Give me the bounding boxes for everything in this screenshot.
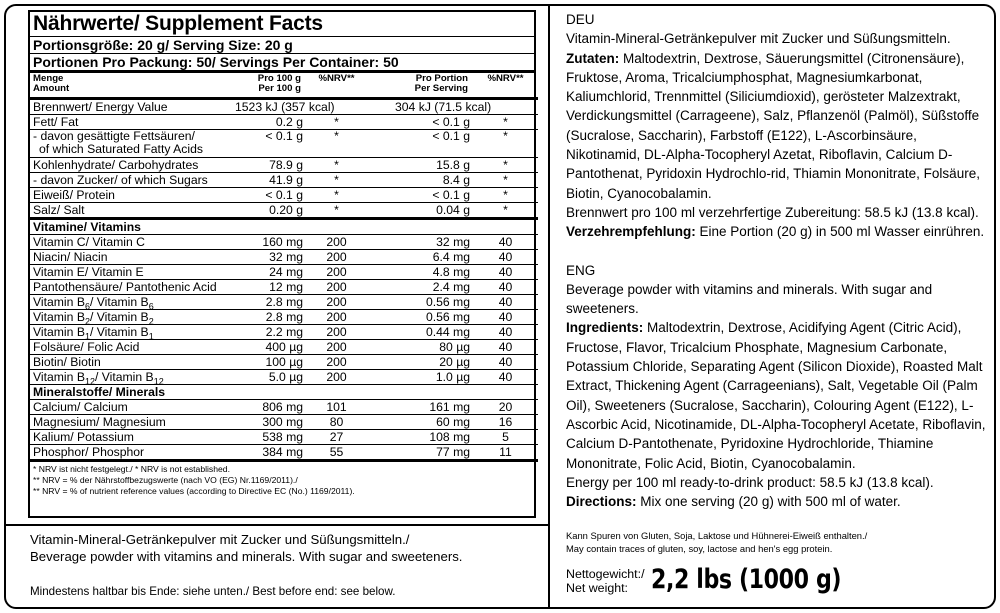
macro-row	[30, 158, 538, 173]
value-per-serving: 4.8 mg	[367, 265, 472, 280]
nrv-per-serving: *	[472, 188, 538, 203]
mineral-row	[30, 415, 538, 430]
servings-per-container: Portionen Pro Packung: 50/ Servings Per Container: 50	[30, 54, 534, 73]
value-per100: 78.9 g	[235, 158, 305, 173]
allergen-en: May contain traces of gluten, soy, lactose and hen's egg protein.	[566, 542, 833, 554]
value-per100: 384 mg	[235, 445, 305, 461]
eng-usage: Directions: Mix one serving (20 g) with 500 ml of water.	[566, 494, 901, 510]
nrv-per100: *	[305, 188, 367, 203]
eng-description: Beverage powder with vitamins and minerals. With sugar and sweeteners.	[566, 281, 933, 317]
value-per-serving: < 0.1 g	[367, 130, 472, 158]
value-per-serving: 0.56 mg	[367, 310, 472, 325]
table-header-row	[30, 73, 538, 99]
nutrient-label: Vitamin E/ Vitamin E	[30, 265, 235, 280]
nrv-per-serving: *	[472, 115, 538, 130]
energy-per-serving: 304 kJ (71.5 kcal)	[367, 99, 538, 115]
nrv-per-serving: 40	[472, 355, 538, 370]
nutrient-label: Vitamin $B_2/$ Vitamin $B_2$	[30, 310, 235, 325]
nutrient-label: Kohlenhydrate/ Carbohydrates	[30, 158, 235, 173]
nrv-per100: 200	[305, 265, 367, 280]
value-per100: 538 mg	[235, 430, 305, 445]
nrv-per100: 200	[305, 250, 367, 265]
header-nrv-2: %NRV**	[472, 73, 538, 99]
vitamin-row	[30, 325, 538, 340]
nrv-per100: 200	[305, 325, 367, 340]
nutrient-label: Folsäure/ Folic Acid	[30, 340, 235, 355]
nrv-per100: 200	[305, 370, 367, 385]
nutrient-label: Magnesium/ Magnesium	[30, 415, 235, 430]
serving-size: Portionsgröße: 20 g/ Serving Size: 20 g	[30, 37, 534, 54]
vitamin-row	[30, 280, 538, 295]
mineral-row	[30, 430, 538, 445]
energy-per100: 1523 kJ (357 kcal)	[235, 99, 367, 115]
nutrient-label: Fett/ Fat	[30, 115, 235, 130]
nrv-per-serving: 40	[472, 250, 538, 265]
macro-row	[30, 115, 538, 130]
nrv-per-serving: 40	[472, 280, 538, 295]
mineral-row	[30, 445, 538, 461]
header-nrv-1: %NRV**	[305, 73, 367, 99]
nrv-per100: 101	[305, 400, 367, 415]
value-per100: < 0.1 g	[235, 130, 305, 158]
footnote-3: ** NRV = % of nutrient reference values (according to Directive EC (No.) 1169/2011).	[33, 486, 355, 496]
nrv-per-serving: *	[472, 173, 538, 188]
nrv-per-serving: *	[472, 158, 538, 173]
product-description	[30, 531, 542, 565]
footnote-1: * NRV ist nicht festgelegt./ * NRV is not established.	[33, 464, 230, 474]
vitamins-section-header	[30, 219, 538, 235]
allergen-notice	[566, 530, 991, 555]
nrv-per100: 200	[305, 310, 367, 325]
vitamin-row	[30, 370, 538, 385]
value-per100: 5.0 µg	[235, 370, 305, 385]
nutrient-label: - davon Zucker/ of which Sugars	[30, 173, 235, 188]
ingredients-column	[566, 10, 991, 511]
value-per-serving: 1.0 µg	[367, 370, 472, 385]
nrv-per100: *	[305, 130, 367, 158]
net-weight-label: Nettogewicht:/ Net weight:	[566, 567, 645, 595]
value-per-serving: 161 mg	[367, 400, 472, 415]
nutrition-table	[30, 73, 538, 462]
header-per-serving: Pro Portion Per Serving	[367, 73, 472, 99]
facts-title: Nährwerte/ Supplement Facts	[30, 12, 534, 37]
value-per-serving: < 0.1 g	[367, 188, 472, 203]
vitamin-row	[30, 250, 538, 265]
energy-label: Brennwert/ Energy Value	[30, 99, 235, 115]
value-per100: 0.2 g	[235, 115, 305, 130]
best-before: Mindestens haltbar bis Ende: siehe unten./ Best before end: see below.	[30, 585, 396, 598]
minerals-body	[30, 400, 538, 461]
header-per100: Pro 100 g Per 100 g	[235, 73, 305, 99]
value-per100: 32 mg	[235, 250, 305, 265]
value-per100: 160 mg	[235, 235, 305, 250]
deu-lang-code: DEU	[566, 12, 595, 27]
allergen-de: Kann Spuren von Gluten, Soja, Laktose und Hühnerei-Eiweiß enthalten./	[566, 530, 868, 541]
value-per100: 400 µg	[235, 340, 305, 355]
nutrient-label: Vitamin C/ Vitamin C	[30, 235, 235, 250]
nutrient-label: Kalium/ Potassium	[30, 430, 235, 445]
nrv-per100: *	[305, 203, 367, 219]
vitamin-row	[30, 340, 538, 355]
nrv-per100: *	[305, 158, 367, 173]
nrv-per100: 200	[305, 340, 367, 355]
vitamin-row	[30, 295, 538, 310]
value-per100: 300 mg	[235, 415, 305, 430]
vitamin-row	[30, 355, 538, 370]
header-amount: Menge Amount	[30, 73, 235, 99]
nrv-per-serving: 20	[472, 400, 538, 415]
value-per-serving: 6.4 mg	[367, 250, 472, 265]
value-per100: 806 mg	[235, 400, 305, 415]
nrv-per100: 27	[305, 430, 367, 445]
value-per-serving: 108 mg	[367, 430, 472, 445]
nrv-per-serving: 16	[472, 415, 538, 430]
value-per-serving: 32 mg	[367, 235, 472, 250]
nrv-per-serving: 11	[472, 445, 538, 461]
nrv-per100: 55	[305, 445, 367, 461]
value-per100: 24 mg	[235, 265, 305, 280]
deu-usage: Verzehrempfehlung: Eine Portion (20 g) in 500 ml Wasser einrühren.	[566, 224, 985, 240]
macro-row	[30, 173, 538, 188]
value-per-serving: 15.8 g	[367, 158, 472, 173]
value-per100: < 0.1 g	[235, 188, 305, 203]
value-per-serving: 77 mg	[367, 445, 472, 461]
value-per100: 0.20 g	[235, 203, 305, 219]
vertical-divider	[548, 4, 550, 609]
nrv-per-serving: *	[472, 130, 538, 158]
nutrient-label: - davon gesättigte Fettsäuren/ of which Saturated Fatty Acids	[30, 130, 235, 158]
value-per100: 41.9 g	[235, 173, 305, 188]
minerals-header: Mineralstoffe/ Minerals	[30, 385, 538, 400]
value-per-serving: 0.04 g	[367, 203, 472, 219]
nutrient-label: Vitamin $B_{12}/$ Vitamin $B_{12}$	[30, 370, 235, 385]
macros-body	[30, 115, 538, 219]
eng-ingredients: Ingredients: Maltodextrin, Dextrose, Acidifying Agent (Citric Acid), Fructose, Flavor, Tricalcium Phosphate, Magnesium Carbonate, Potassium Chloride, Separating Agent (Silicon Dioxide), Roasted Malt Extract, Thickening Agent (Carrageenians), Salt, Vegetable Oil (Palm Oil), Sweeteners (Sucralose, Saccharin), Colouring Agent (E122), L-Ascorbic Acid, Nicotinamide, DL-Alpha-Tocopheryl Acetate, Riboflavin, Calcium D-Pantothenate, Pyridoxine Hydrochloride, Thiamine Mononitrate, Folic Acid, Biotin, Cyanocobalamin.	[566, 320, 986, 471]
value-per-serving: 0.56 mg	[367, 295, 472, 310]
value-per100: 12 mg	[235, 280, 305, 295]
value-per100: 100 µg	[235, 355, 305, 370]
nrv-per100: *	[305, 115, 367, 130]
nrv-per100: 200	[305, 235, 367, 250]
nrv-per-serving: 40	[472, 370, 538, 385]
nutrient-label: Calcium/ Calcium	[30, 400, 235, 415]
deu-ingredients: Zutaten: Maltodextrin, Dextrose, Säuerungsmittel (Citronensäure), Fruktose, Aroma, Tricalciumphosphat, Magnesiumkarbonat, Kaliumchlorid, Trennmittel (Siliciumdioxid), gerösteter Malzextrakt, Verdickungsmittel (Carrageene), Salz, Pflanzenöl (Palmöl), Süßstoffe (Sucralose, Saccharin), Farbstoff (E122), L-Ascorbinsäure, Nikotinamid, DL-Alpha-Tocopheryl Azetat, Riboflavin, Calcium D-Pantothenat, Pyridoxin Hydrochlo-rid, Thiamin Mononitrate, Folsäure, Biotin, Cyanocobalamin.	[566, 50, 980, 201]
nrv-per-serving: 40	[472, 265, 538, 280]
nutrient-label: Eiweiß/ Protein	[30, 188, 235, 203]
nutrient-label: Niacin/ Niacin	[30, 250, 235, 265]
nutrient-label: Pantothensäure/ Pantothenic Acid	[30, 280, 235, 295]
deu-description: Vitamin-Mineral-Getränkepulver mit Zucker und Süßungsmitteln.	[566, 31, 951, 47]
nrv-per100: 200	[305, 295, 367, 310]
description-line-2: Beverage powder with vitamins and minerals. With sugar and sweeteners.	[30, 549, 463, 564]
description-line-1: Vitamin-Mineral-Getränkepulver mit Zucker und Süßungsmitteln./	[30, 532, 410, 547]
nrv-per-serving: *	[472, 203, 538, 219]
mineral-row	[30, 400, 538, 415]
energy-row	[30, 99, 538, 115]
footnote-2: ** NRV = % der Nährstoffbezugswerte (nach VO (EG) Nr.1169/2011)./	[33, 475, 298, 485]
nrv-per100: *	[305, 173, 367, 188]
net-weight-value: 2,2 lbs (1000 g)	[651, 564, 842, 595]
value-per-serving: 8.4 g	[367, 173, 472, 188]
supplement-facts-panel	[28, 10, 536, 518]
macro-row	[30, 188, 538, 203]
nutrient-label: Biotin/ Biotin	[30, 355, 235, 370]
vitamins-body	[30, 235, 538, 385]
value-per-serving: 60 mg	[367, 415, 472, 430]
macro-row	[30, 130, 538, 158]
footnotes	[30, 462, 534, 499]
deu-energy: Brennwert pro 100 ml verzehrfertige Zubereitung: 58.5 kJ (13.8 kcal).	[566, 204, 979, 220]
nrv-per-serving: 40	[472, 295, 538, 310]
vitamins-header: Vitamine/ Vitamins	[30, 219, 538, 235]
vitamin-row	[30, 265, 538, 280]
minerals-section-header	[30, 385, 538, 400]
nrv-per100: 200	[305, 355, 367, 370]
value-per-serving: 80 µg	[367, 340, 472, 355]
value-per-serving: 2.4 mg	[367, 280, 472, 295]
horizontal-divider	[4, 524, 550, 526]
value-per-serving: 0.44 mg	[367, 325, 472, 340]
value-per100: 2.2 mg	[235, 325, 305, 340]
value-per-serving: 20 µg	[367, 355, 472, 370]
value-per100: 2.8 mg	[235, 310, 305, 325]
nutrient-label: Vitamin $B_1/$ Vitamin $B_1$	[30, 325, 235, 340]
macro-row	[30, 203, 538, 219]
vitamin-row	[30, 310, 538, 325]
value-per-serving: < 0.1 g	[367, 115, 472, 130]
nutrient-label: Vitamin $B_6/$ Vitamin $B_6$	[30, 295, 235, 310]
nrv-per100: 200	[305, 280, 367, 295]
nutrient-label: Phosphor/ Phosphor	[30, 445, 235, 461]
eng-energy: Energy per 100 ml ready-to-drink product: 58.5 kJ (13.8 kcal).	[566, 474, 934, 490]
eng-lang-code: ENG	[566, 262, 596, 278]
nrv-per-serving: 40	[472, 325, 538, 340]
value-per100: 2.8 mg	[235, 295, 305, 310]
nrv-per-serving: 40	[472, 235, 538, 250]
nrv-per-serving: 40	[472, 310, 538, 325]
nrv-per-serving: 5	[472, 430, 538, 445]
nutrient-label: Salz/ Salt	[30, 203, 235, 219]
vitamin-row	[30, 235, 538, 250]
nrv-per100: 80	[305, 415, 367, 430]
nrv-per-serving: 40	[472, 340, 538, 355]
